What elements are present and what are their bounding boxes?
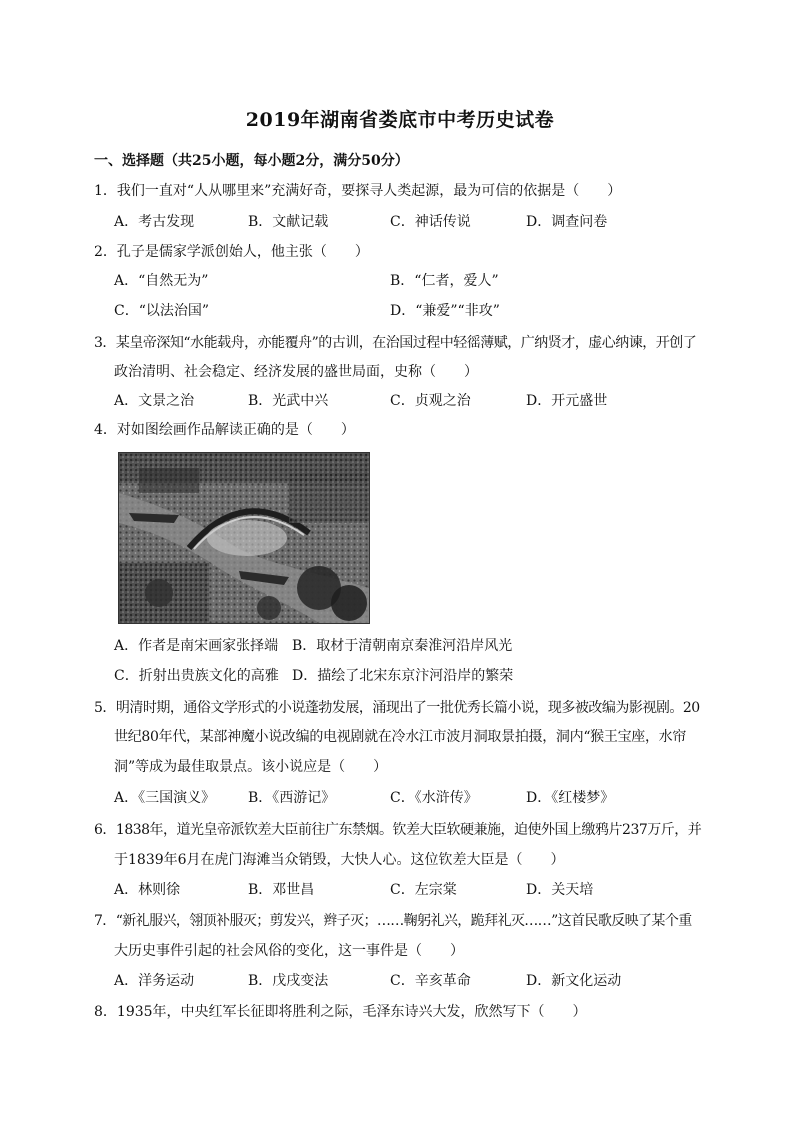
question-4: 4．对如图绘画作品解读正确的是（ ）	[94, 422, 355, 438]
q4-option-c[interactable]: C．折射出贵族文化的高雅	[114, 668, 279, 684]
q1-option-b[interactable]: B．文献记载	[248, 214, 329, 230]
q6-option-a[interactable]: A．林则徐	[114, 882, 181, 898]
question-7: 7．“新礼服兴，翎顶补服灭；剪发兴，辫子灭；……鞠躬礼兴，跪拜礼灭……”这首民歌反映了某个重	[94, 913, 692, 929]
q2-option-d[interactable]: D．“兼爱”“非攻”	[390, 303, 500, 319]
q3-option-c[interactable]: C．贞观之治	[390, 393, 471, 409]
q4-option-d[interactable]: D．描绘了北宋东京汴河沿岸的繁荣	[292, 668, 514, 684]
q2-option-a[interactable]: A．“自然无为”	[114, 273, 209, 289]
q4-option-a[interactable]: A．作者是南宋画家张择端	[114, 638, 279, 654]
page-title: 2019年湖南省娄底市中考历史试卷	[245, 109, 555, 131]
q5-option-b[interactable]: B．《西游记》	[248, 790, 336, 806]
question-3-cont: 政治清明、社会稳定、经济发展的盛世局面，史称（ ）	[114, 364, 478, 380]
question-6-cont: 于1839年6月在虎门海滩当众销毁，大快人心。这位钦差大臣是（ ）	[114, 852, 565, 868]
question-2: 2．孔子是儒家学派创始人，他主张（ ）	[94, 244, 369, 260]
q3-option-d[interactable]: D．开元盛世	[526, 393, 608, 409]
question-8: 8．1935年，中央红军长征即将胜利之际，毛泽东诗兴大发，欣然写下（ ）	[94, 1004, 587, 1020]
q7-option-c[interactable]: C．辛亥革命	[390, 973, 471, 989]
q3-option-a[interactable]: A．文景之治	[114, 393, 195, 409]
q1-option-a[interactable]: A．考古发现	[114, 214, 195, 230]
section-heading: 一、选择题（共25小题，每小题2分，满分50分）	[94, 153, 409, 169]
q5-option-c[interactable]: C．《水浒传》	[390, 790, 478, 806]
question-5-cont-2: 洞”等成为最佳取景点。该小说应是（ ）	[114, 759, 388, 775]
question-3: 3．某皇帝深知“水能载舟，亦能覆舟”的古训，在治国过程中轻徭薄赋，广纳贤才，虚心纳谏，开创了	[94, 335, 697, 351]
painting-image	[118, 452, 370, 624]
q6-option-b[interactable]: B．邓世昌	[248, 882, 315, 898]
q2-option-c[interactable]: C．“以法治国”	[114, 303, 210, 319]
q2-option-b[interactable]: B．“仁者，爱人”	[390, 273, 499, 289]
q7-option-d[interactable]: D．新文化运动	[526, 973, 622, 989]
question-6: 6．1838年，道光皇帝派钦差大臣前往广东禁烟。钦差大臣软硬兼施，迫使外国上缴鸦片237万斤，并	[94, 822, 702, 838]
q3-option-b[interactable]: B．光武中兴	[248, 393, 329, 409]
question-1: 1．我们一直对“人从哪里来”充满好奇，要探寻人类起源，最为可信的依据是（ ）	[94, 183, 622, 199]
q5-option-d[interactable]: D．《红楼梦》	[526, 790, 615, 806]
q6-option-c[interactable]: C．左宗棠	[390, 882, 457, 898]
q4-option-b[interactable]: B．取材于清朝南京秦淮河沿岸风光	[292, 638, 513, 654]
q1-option-c[interactable]: C．神话传说	[390, 214, 471, 230]
question-7-cont: 大历史事件引起的社会风俗的变化，这一事件是（ ）	[114, 943, 464, 959]
question-5-cont-1: 世纪80年代，某部神魔小说改编的电视剧就在冷水江市波月洞取景拍摄，洞内“猴王宝座，水帘	[114, 729, 687, 745]
q6-option-d[interactable]: D．关天培	[526, 882, 594, 898]
q1-option-d[interactable]: D．调查问卷	[526, 214, 608, 230]
q7-option-b[interactable]: B．戊戌变法	[248, 973, 329, 989]
question-5: 5．明清时期，通俗文学形式的小说蓬勃发展，涌现出了一批优秀长篇小说，现多被改编为影视剧。20	[94, 700, 700, 716]
q7-option-a[interactable]: A．洋务运动	[114, 973, 195, 989]
q5-option-a[interactable]: A．《三国演义》	[114, 790, 216, 806]
